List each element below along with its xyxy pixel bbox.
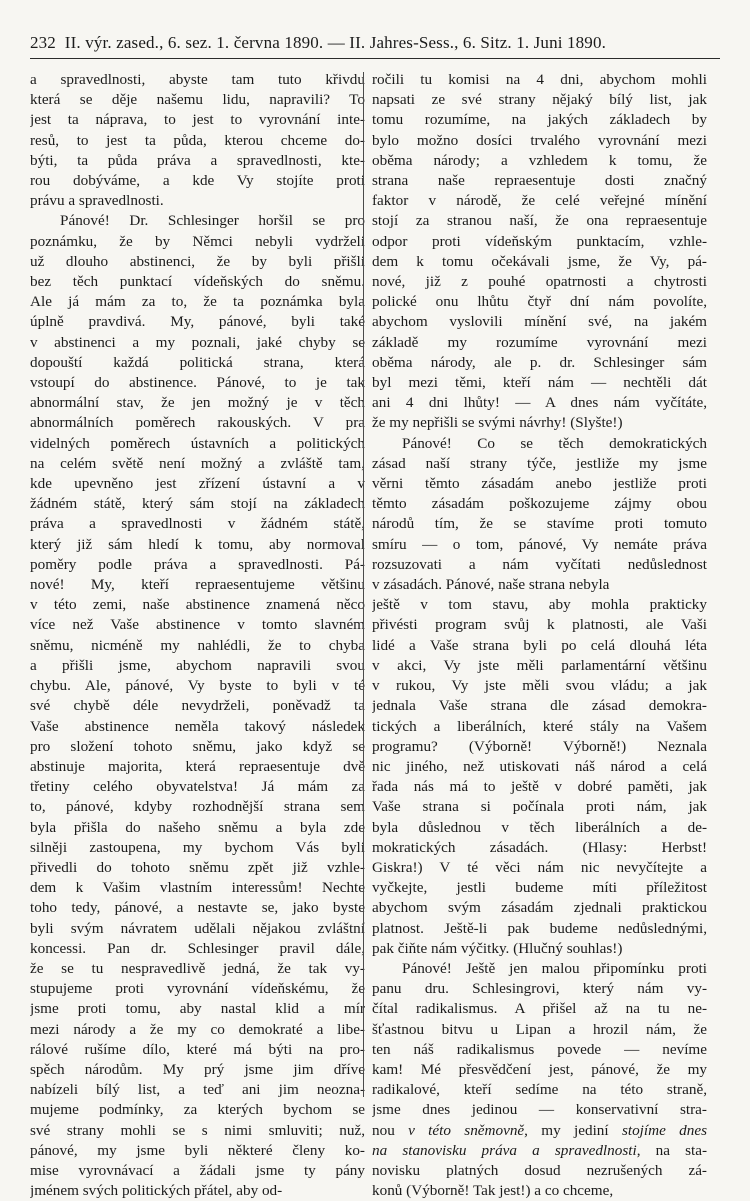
text-line: to, pánové, kdyby rozhodnější strana sem: [30, 798, 365, 816]
text-line: ani 4 dni lhůty! — A dnes nám vyčítáte,: [372, 394, 707, 412]
text-line: rou dobýváme, a kde Vy stojíte proti: [30, 172, 365, 190]
text-line: abychom svým zásadám zjednali praktickou: [372, 899, 707, 917]
text-line: faktor v národě, že celé veřejné mínění: [372, 192, 707, 210]
text-line: smíru — o tom, pánové, Vy nemáte práva: [372, 535, 707, 553]
text-line: který již sám hledí k tomu, aby normoval: [30, 535, 365, 553]
text-line: přivésti program svůj k platnosti, ale Vaši: [372, 616, 707, 634]
column-divider: [363, 72, 364, 1097]
text-line: v akci, Vy jste měli parlamentární většinu: [372, 656, 707, 674]
text-line: býti, ta půda práva a spravedlnosti, kte-: [30, 151, 365, 169]
text-line: resů, to jest ta půda, kterou chceme do-: [30, 131, 365, 149]
text-line: stupujeme proti vyrovnání vídeňskému, že: [30, 980, 365, 998]
text-line: Ale já mám za to, že ta poznámka byla: [30, 293, 365, 311]
text-line: třetiny celého obyvatelstva! Já mám za: [30, 778, 365, 796]
text-line: mezi národy a že my co demokraté a libe-: [30, 1020, 365, 1038]
text-line: silněji zastoupena, my bychom Vás byli: [30, 838, 365, 856]
running-header: [30, 33, 720, 53]
text-line: konů (Výborně! Tak jest!) a co chceme,: [372, 1182, 614, 1200]
text-line: stojí za stranou naší, že ona repraesentuje: [372, 212, 707, 230]
header-rule: [30, 58, 720, 59]
text-line: své chybě déle nevydrželi, poněvadž ta: [30, 697, 365, 715]
page-number: 232: [30, 33, 56, 52]
text-line: polické onu lhůtu čtyř dní nám povolíte,: [372, 293, 707, 311]
text-line: rálové rušíme dílo, které má býti na pro-: [30, 1040, 365, 1058]
text-line: která se děje našemu lidu, napravili? To: [30, 91, 365, 109]
text-line: byl mezi těmi, kteří nám — nechtěli dát: [372, 374, 707, 392]
text-line: tických a liberálních, které stály na Vašem: [372, 717, 707, 735]
text-line: ještě v tom stavu, aby mohla prakticky: [372, 596, 707, 614]
text-line: vstoupí do abstinence. Pánové, to je tak: [30, 374, 365, 392]
text-line: strana naše repraesentuje dosti značný: [372, 172, 707, 190]
text-line: abychom vyslovili mínění své, na jakém: [372, 313, 707, 331]
text-line: pro složení tohoto sněmu, jako když se: [30, 737, 365, 755]
text-line: bylo možno dosíci trvalého vyrovnání mezi: [372, 131, 707, 149]
text-line: abstinuje majorita, která repraesentuje dvě: [30, 757, 365, 775]
text-line: věrni těmto zásadám anebo jestliže proti: [372, 475, 707, 493]
text-line: videlných poměrech ústavních a politických: [30, 434, 365, 452]
text-line: Pánové! Dr. Schlesinger horšil se pro: [60, 212, 365, 230]
text-line: že my nepřišli se svými návrhy! (Slyšte!): [372, 414, 623, 432]
emphasis: v této sněmovně: [408, 1121, 525, 1139]
text-line: nové, již z pouhé opatrnosti a chytrosti: [372, 273, 707, 291]
right-column: [372, 70, 707, 1201]
text-line: jsme dnes jedinou — konservativní stra-: [372, 1101, 707, 1119]
text-line: úplně pravdivá. My, pánové, byli také: [30, 313, 365, 331]
text-line: a přišli jsme, abychom napravili svou: [30, 656, 365, 674]
text-line: tomu rozumíme, na jakých základech by: [372, 111, 707, 129]
text-line: panu dru. Schlesingrovi, který nám vy-: [372, 980, 707, 998]
text-line: chybu. Ale, pánové, Vy byste to byli v té: [30, 677, 365, 695]
text-line: oběma národy, ale p. dr. Schlesinger sám: [372, 353, 707, 371]
text-line: mujeme podmínky, za kterých bychom se: [30, 1101, 365, 1119]
text-line: pak čiňte nám výčitky. (Hlučný souhlas!): [372, 939, 623, 957]
emphasis: stojíme dnes: [621, 1121, 707, 1139]
text-line: jménem svých politických přátel, aby od-: [30, 1182, 283, 1200]
text-line: odpor proti vídeňským punktacím, vzhle-: [372, 232, 707, 250]
text-line: více než Vaše abstinence v tomto slavném: [30, 616, 365, 634]
text-line: na stanovisku práva a spravedlnosti, na sta-: [372, 1141, 707, 1159]
text-line: poměry podle práva a spravedlnosti. Pá-: [30, 555, 365, 573]
text-line: zásad naší strany týče, jestliže my jsme: [372, 454, 707, 472]
text-line: novisku platných dosud nezrušených zá-: [372, 1161, 707, 1179]
text-line: nabízeli bílý list, a teď ani jim neozna-: [30, 1081, 365, 1099]
text-line: kde upevněno jest zřízení ústavní a v: [30, 475, 365, 493]
text-line: programu? (Výborně! Výborně!) Neznala: [372, 737, 707, 755]
text-line: abnormální stav, že jen možný je v těch: [30, 394, 365, 412]
text-line: byla důslednou v těch liberálních a de-: [372, 818, 707, 836]
left-column: [30, 70, 365, 1201]
text-line: těmto zásadám poškozujeme zájmy obou: [372, 495, 707, 513]
text-line: kam! Mé přesvědčení jest, pánové, že my: [372, 1060, 707, 1078]
text-line: nou v této sněmovně, my jediní stojíme dnes: [372, 1121, 707, 1139]
text-line: bez těch punktací vídeňských do sněmu.: [30, 273, 365, 291]
text-line: byla přišla do našeho sněmu a byla zde: [30, 818, 365, 836]
text-line: národů tím, že se stavíme proti tomuto: [372, 515, 707, 533]
text-line: ten náš radikalismus povede — nevíme: [372, 1040, 707, 1058]
text-line: už dlouho abstinenci, že by byli přišli: [30, 252, 365, 270]
text-line: nic jiného, než utiskovati náš národ a celá: [372, 757, 707, 775]
text-line: koncessi. Pan dr. Schlesinger pravil dále,: [30, 939, 365, 957]
text-line: v abstinenci a my poznali, jaké chyby se: [30, 333, 365, 351]
text-line: mokratických zásadách. (Hlasy: Herbst!: [372, 838, 707, 856]
text-line: své strany mohli se s nimi smluviti; nuž,: [30, 1121, 365, 1139]
text-line: byli svým návratem udělali nějakou zvláštní: [30, 919, 365, 937]
emphasis: na stanovisku práva a spravedlnosti: [372, 1141, 637, 1159]
text-line: poznámku, že by Němci nebyli vydrželi: [30, 232, 365, 250]
text-line: oběma národy; a vzhledem k tomu, že: [372, 151, 707, 169]
text-line: sněmu, nicméně my nahlédli, že to chyba: [30, 636, 365, 654]
text-line: radikalové, kteří sedíme na této straně,: [372, 1081, 707, 1099]
text-line: rozsuzovati a nám vyčítati nedůslednost: [372, 555, 707, 573]
text-line: čítal radikalismus. A přišel až na tu ne-: [372, 1000, 707, 1018]
session-info: II. výr. zased., 6. sez. 1. června 1890. — II. Jahres-Sess., 6. Sitz. 1. Juni 1890.: [64, 33, 606, 52]
text-line: jest ta náprava, to jest to vyrovnání inte-: [30, 111, 365, 129]
text-line: spěch národům. My prý jsme jim dříve: [30, 1060, 365, 1078]
text-line: v zásadách. Pánové, naše strana nebyla: [372, 576, 610, 594]
text-line: práva a spravedlnosti v žádném státě,: [30, 515, 365, 533]
text-line: řada nás má to ještě v dobré paměti, jak: [372, 778, 707, 796]
text-line: napsati ze své strany nějaký bílý list, jak: [372, 91, 707, 109]
text-line: toho tedy, pánové, a nestavte se, jako byste: [30, 899, 365, 917]
text-line: Pánové! Ještě jen malou připomínku proti: [402, 959, 707, 977]
text-line: v této zemi, naše abstinence znamená něco: [30, 596, 365, 614]
text-line: nové! My, kteří repraesentujeme většinu: [30, 576, 365, 594]
text-line: žádném státě, který sám stojí na základech: [30, 495, 365, 513]
text-line: základě my rozumíme vyrovnání mezi: [372, 333, 707, 351]
text-line: dem k tomu očekávali jsme, že Vy, pá-: [372, 252, 707, 270]
text-line: ročili tu komisi na 4 dni, abychom mohli: [372, 71, 707, 88]
text-line: dem k Vašim vlastním interessům! Nechte: [30, 879, 365, 897]
text-line: Giskra!) V té věci nám nic nevyčítejte a: [372, 858, 707, 876]
text-line: Vaše abstinence neměla takový následek: [30, 717, 365, 735]
text-line: jsme proti tomu, aby nastal klid a mír: [30, 1000, 365, 1018]
text-line: mise vyrovnávací a žádali jsme ty pány: [30, 1161, 365, 1179]
text-line: vyčkejte, jestli budeme míti příležitost: [372, 879, 707, 897]
text-line: že se tu nespravedlivě jedná, že tak vy-: [30, 959, 365, 977]
text-line: Pánové! Co se těch demokratických: [402, 434, 707, 452]
text-line: právu a spravedlnosti.: [30, 192, 164, 210]
text-line: pánové, my jsme byli některé členy ko-: [30, 1141, 365, 1159]
text-line: Vaše strana si počínala proti nám, jak: [372, 798, 707, 816]
text-line: v rukou, Vy jste měli svou vládu; a jak: [372, 677, 707, 695]
text-line: abnormálních poměrech rakouských. V pra: [30, 414, 365, 432]
text-line: šťastnou bitvu u Lipan a hrozil nám, že: [372, 1020, 707, 1038]
text-line: dopouští každá politická strana, která: [30, 353, 365, 371]
text-line: jednala Vaše strana dle zásad demokra-: [372, 697, 707, 715]
text-line: na celém světě není možný a zvláště tam,: [30, 454, 365, 472]
text-line: přivedli do tohoto sněmu zpět již vzhle-: [30, 858, 365, 876]
text-line: lidé a Vaše strana byli po celá dlouhá léta: [372, 636, 707, 654]
text-line: a spravedlnosti, abyste tam tuto křivdu: [30, 71, 365, 88]
text-line: platnost. Ještě-li pak budeme nedůslednými,: [372, 919, 707, 937]
